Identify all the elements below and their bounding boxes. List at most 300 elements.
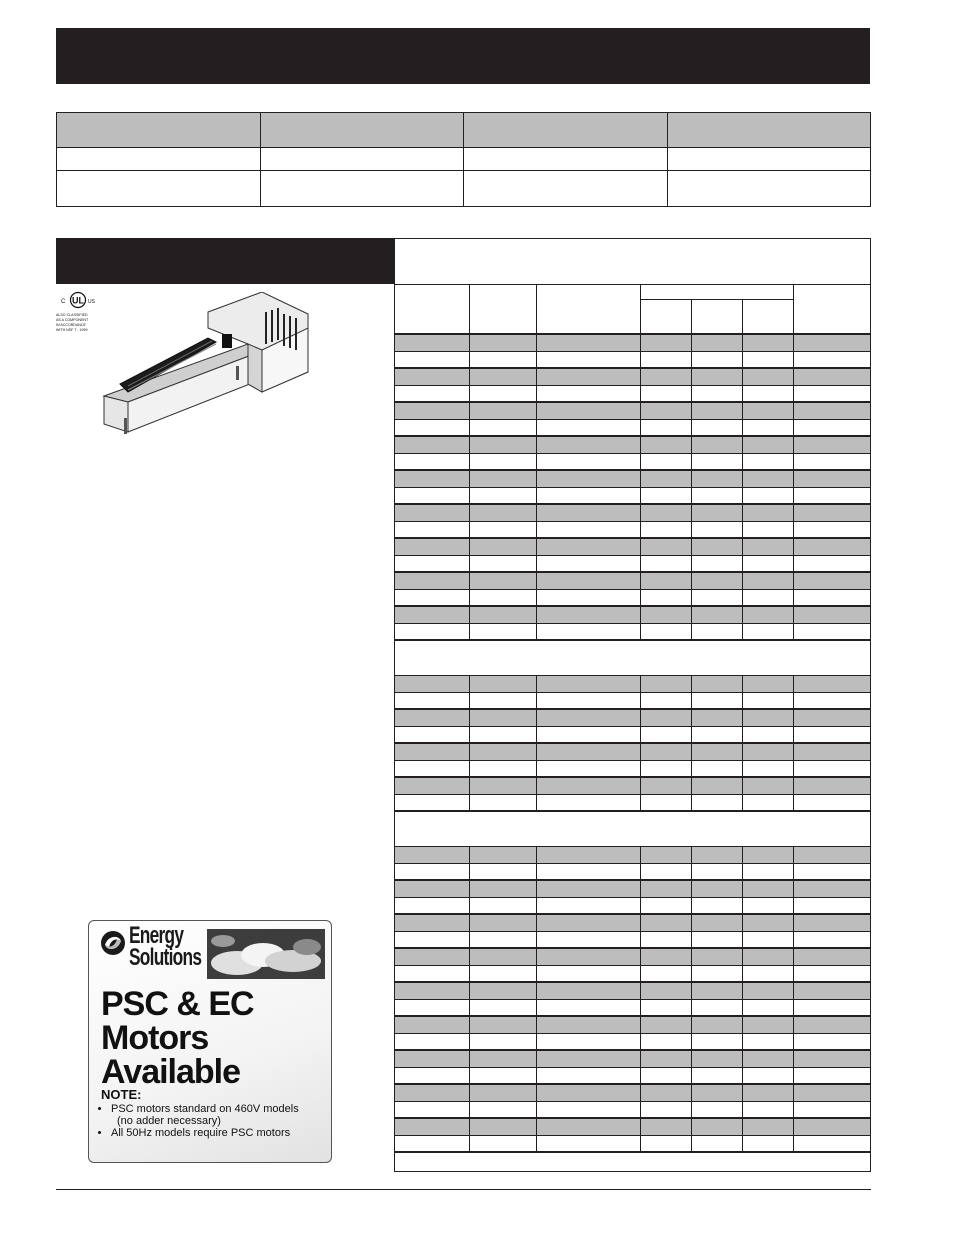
spec-cell-divider: [793, 1102, 794, 1117]
spec-cell-divider: [640, 369, 641, 385]
spec-cell-divider: [536, 573, 537, 589]
spec-cell-divider: [691, 1000, 692, 1015]
spec-cell-divider: [536, 778, 537, 794]
spec-cell-divider: [793, 1000, 794, 1015]
spec-cell-divider: [469, 676, 470, 692]
spec-cell-divider: [469, 335, 470, 351]
spec-cell-divider: [469, 864, 470, 879]
spec-cell-divider: [640, 710, 641, 726]
spec-row: [395, 676, 870, 693]
spec-cell-divider: [536, 335, 537, 351]
spec-cell-divider: [536, 369, 537, 385]
spec-cell-divider: [742, 983, 743, 999]
spec-row: [395, 437, 870, 454]
spec-cell-divider: [742, 352, 743, 367]
spec-cell-divider: [691, 420, 692, 435]
spec-row: [395, 881, 870, 898]
spec-cell-divider: [640, 966, 641, 981]
spec-cell-divider: [793, 607, 794, 623]
spec-cell-divider: [742, 795, 743, 810]
spec-cell-divider: [469, 1034, 470, 1049]
badge-note-list: [101, 1103, 299, 1139]
spec-cell-divider: [742, 624, 743, 639]
spec-cell-divider: [793, 778, 794, 794]
spec-cell-divider: [691, 778, 692, 794]
spec-cell-divider: [640, 1000, 641, 1015]
spec-cell-divider: [691, 403, 692, 419]
spec-cell-divider: [742, 556, 743, 571]
spec-cell-divider: [536, 761, 537, 776]
summary-row: [57, 171, 871, 207]
spec-cell-divider: [793, 471, 794, 487]
spec-cell-divider: [793, 488, 794, 503]
spec-cell-divider: [536, 1119, 537, 1135]
spec-cell-divider: [793, 624, 794, 639]
summary-cell: [464, 171, 668, 207]
summary-cell: [260, 147, 464, 171]
spec-cell-divider: [469, 352, 470, 367]
spec-cell-divider: [536, 1068, 537, 1083]
spec-cell-divider: [469, 539, 470, 555]
badge-headline-line: Motors: [101, 1019, 209, 1057]
spec-cell-divider: [640, 1051, 641, 1067]
spec-cell-divider: [469, 693, 470, 708]
spec-row: [395, 488, 870, 505]
spec-cell-divider: [640, 1119, 641, 1135]
spec-row: [395, 898, 870, 915]
spec-row: [395, 847, 870, 864]
spec-cell-divider: [742, 1034, 743, 1049]
spec-cell-divider: [469, 437, 470, 453]
spec-cell-divider: [793, 522, 794, 537]
spec-cell-divider: [536, 471, 537, 487]
spec-cell-divider: [536, 676, 537, 692]
spec-cell-divider: [640, 352, 641, 367]
spec-cell-divider: [640, 403, 641, 419]
spec-cell-divider: [793, 898, 794, 913]
spec-cell-divider: [640, 949, 641, 965]
spec-cell-divider: [691, 454, 692, 469]
spec-cell-divider: [536, 727, 537, 742]
spec-row: [395, 1085, 870, 1102]
spec-cell-divider: [536, 898, 537, 913]
spec-row: [395, 966, 870, 983]
spec-row: [395, 454, 870, 471]
spec-cell-divider: [793, 437, 794, 453]
spec-cell-divider: [640, 335, 641, 351]
spec-cell-divider: [536, 1102, 537, 1117]
col-divider: [742, 300, 743, 333]
spec-row: [395, 420, 870, 437]
spec-cell-divider: [742, 1000, 743, 1015]
spec-cell-divider: [640, 864, 641, 879]
spec-cell-divider: [691, 573, 692, 589]
spec-cell-divider: [793, 1068, 794, 1083]
spec-row: [395, 761, 870, 778]
page-title-bar: [56, 28, 870, 84]
spec-cell-divider: [793, 710, 794, 726]
spec-table-body: [395, 335, 870, 1153]
spec-cell-divider: [469, 505, 470, 521]
spec-row: [395, 1051, 870, 1068]
spec-cell-divider: [536, 1136, 537, 1151]
spec-cell-divider: [640, 693, 641, 708]
spec-cell-divider: [469, 949, 470, 965]
spec-cell-divider: [640, 915, 641, 931]
spec-row: [395, 573, 870, 590]
badge-headline: [101, 987, 254, 1089]
spec-cell-divider: [640, 761, 641, 776]
summary-header-cell: [57, 113, 261, 148]
spec-row: [395, 744, 870, 761]
spec-cell-divider: [536, 1000, 537, 1015]
spec-cell-divider: [469, 898, 470, 913]
spec-cell-divider: [640, 505, 641, 521]
spec-cell-divider: [469, 1136, 470, 1151]
col-divider: [640, 285, 641, 333]
spec-cell-divider: [793, 1034, 794, 1049]
spec-cell-divider: [793, 556, 794, 571]
summary-cell: [667, 147, 871, 171]
spec-cell-divider: [536, 607, 537, 623]
spec-cell-divider: [536, 966, 537, 981]
spec-cell-divider: [691, 386, 692, 401]
spec-cell-divider: [640, 898, 641, 913]
spec-row: [395, 539, 870, 556]
spec-cell-divider: [742, 420, 743, 435]
spec-cell-divider: [536, 710, 537, 726]
spec-cell-divider: [536, 437, 537, 453]
spec-group-caption: [395, 641, 870, 676]
spec-cell-divider: [742, 386, 743, 401]
spec-cell-divider: [536, 539, 537, 555]
spec-cell-divider: [536, 864, 537, 879]
ul-certification-logo: [56, 290, 102, 338]
spec-cell-divider: [469, 881, 470, 897]
spec-cell-divider: [469, 369, 470, 385]
spec-cell-divider: [536, 352, 537, 367]
spec-cell-divider: [793, 1119, 794, 1135]
spec-cell-divider: [793, 403, 794, 419]
spec-cell-divider: [793, 420, 794, 435]
spec-cell-divider: [536, 744, 537, 760]
spec-cell-divider: [469, 778, 470, 794]
spec-cell-divider: [469, 710, 470, 726]
spec-cell-divider: [640, 795, 641, 810]
spec-cell-divider: [640, 881, 641, 897]
spec-cell-divider: [469, 966, 470, 981]
spec-row: [395, 352, 870, 369]
spec-cell-divider: [691, 1034, 692, 1049]
spec-cell-divider: [793, 693, 794, 708]
spec-cell-divider: [469, 744, 470, 760]
spec-cell-divider: [536, 847, 537, 863]
spec-cell-divider: [742, 573, 743, 589]
badge-brand-line: Energy: [129, 922, 184, 949]
spec-cell-divider: [742, 881, 743, 897]
spec-cell-divider: [691, 624, 692, 639]
spec-row: [395, 1000, 870, 1017]
spec-cell-divider: [793, 1017, 794, 1033]
spec-cell-divider: [742, 369, 743, 385]
ul-fine-print-line: AS A COMPONENT: [56, 318, 89, 322]
spec-row: [395, 1068, 870, 1085]
spec-cell-divider: [793, 505, 794, 521]
spec-row: [395, 795, 870, 812]
spec-cell-divider: [742, 761, 743, 776]
spec-cell-divider: [793, 727, 794, 742]
spec-row: [395, 983, 870, 1000]
spec-cell-divider: [536, 420, 537, 435]
spec-cell-divider: [469, 915, 470, 931]
badge-note: [101, 1087, 299, 1139]
spec-cell-divider: [536, 386, 537, 401]
spec-cell-divider: [469, 1017, 470, 1033]
spec-row: [395, 403, 870, 420]
spec-cell-divider: [742, 949, 743, 965]
ul-fine-print-line: IN ACCORDANCE: [56, 323, 86, 327]
spec-cell-divider: [640, 932, 641, 947]
spec-cell-divider: [793, 539, 794, 555]
spec-cell-divider: [469, 556, 470, 571]
spec-cell-divider: [793, 932, 794, 947]
spec-cell-divider: [691, 522, 692, 537]
spec-row: [395, 624, 870, 641]
spec-cell-divider: [469, 1102, 470, 1117]
spec-cell-divider: [469, 386, 470, 401]
spec-cell-divider: [640, 727, 641, 742]
spec-cell-divider: [469, 573, 470, 589]
col-divider: [536, 285, 537, 333]
spec-cell-divider: [793, 983, 794, 999]
spec-cell-divider: [742, 966, 743, 981]
spec-row: [395, 1136, 870, 1153]
spec-cell-divider: [691, 488, 692, 503]
badge-brand: [129, 922, 202, 971]
spec-cell-divider: [640, 454, 641, 469]
badge-headline-line: Available: [101, 1053, 241, 1091]
spec-table-header: [395, 285, 870, 335]
spec-row: [395, 710, 870, 727]
spec-cell-divider: [793, 744, 794, 760]
spec-cell-divider: [469, 1119, 470, 1135]
spec-cell-divider: [793, 881, 794, 897]
spec-row: [395, 556, 870, 573]
spec-cell-divider: [640, 1034, 641, 1049]
spec-cell-divider: [469, 727, 470, 742]
spec-cell-divider: [793, 676, 794, 692]
spec-cell-divider: [691, 539, 692, 555]
spec-cell-divider: [742, 607, 743, 623]
ul-right-country: US: [88, 299, 95, 305]
spec-cell-divider: [640, 778, 641, 794]
spec-cell-divider: [742, 454, 743, 469]
spec-cell-divider: [742, 1051, 743, 1067]
spec-cell-divider: [640, 420, 641, 435]
spec-cell-divider: [536, 795, 537, 810]
spec-cell-divider: [691, 1102, 692, 1117]
spec-cell-divider: [536, 522, 537, 537]
spec-row: [395, 778, 870, 795]
spec-cell-divider: [691, 556, 692, 571]
ul-fine-print-line: ALSO CLASSIFIED: [56, 313, 88, 317]
evaporator-unit-image: [98, 292, 310, 440]
spec-cell-divider: [640, 1017, 641, 1033]
spec-cell-divider: [691, 881, 692, 897]
spec-cell-divider: [469, 590, 470, 605]
spec-cell-divider: [640, 590, 641, 605]
spec-cell-divider: [742, 864, 743, 879]
spec-cell-divider: [691, 335, 692, 351]
spec-cell-divider: [793, 949, 794, 965]
spec-cell-divider: [640, 573, 641, 589]
spec-cell-divider: [640, 624, 641, 639]
summary-row: [57, 147, 871, 171]
spec-cell-divider: [640, 676, 641, 692]
spec-cell-divider: [536, 949, 537, 965]
summary-cell: [57, 171, 261, 207]
spec-cell-divider: [536, 590, 537, 605]
spec-cell-divider: [469, 847, 470, 863]
spec-cell-divider: [691, 437, 692, 453]
spec-cell-divider: [793, 847, 794, 863]
spec-table: [394, 238, 871, 1172]
spec-cell-divider: [691, 710, 692, 726]
badge-note-item: • All 50Hz models require PSC motors: [111, 1127, 299, 1139]
spec-cell-divider: [691, 983, 692, 999]
spec-cell-divider: [793, 795, 794, 810]
spec-cell-divider: [640, 1068, 641, 1083]
spec-cell-divider: [742, 1119, 743, 1135]
spec-cell-divider: [742, 727, 743, 742]
spec-cell-divider: [640, 847, 641, 863]
spec-cell-divider: [742, 1136, 743, 1151]
spec-cell-divider: [536, 915, 537, 931]
spec-cell-divider: [691, 505, 692, 521]
spec-cell-divider: [691, 693, 692, 708]
spec-cell-divider: [640, 539, 641, 555]
spec-cell-divider: [742, 488, 743, 503]
energy-solutions-badge: [88, 920, 332, 1163]
spec-cell-divider: [469, 454, 470, 469]
spec-cell-divider: [640, 744, 641, 760]
spec-cell-divider: [640, 1085, 641, 1101]
spec-cell-divider: [742, 1102, 743, 1117]
spec-cell-divider: [742, 437, 743, 453]
spec-cell-divider: [742, 403, 743, 419]
spec-cell-divider: [793, 1136, 794, 1151]
spec-cell-divider: [536, 488, 537, 503]
spec-cell-divider: [691, 1051, 692, 1067]
spec-cell-divider: [469, 420, 470, 435]
badge-note-heading: NOTE:: [101, 1087, 142, 1102]
spec-cell-divider: [536, 624, 537, 639]
spec-cell-divider: [691, 795, 692, 810]
spec-cell-divider: [691, 1085, 692, 1101]
spec-cell-divider: [742, 847, 743, 863]
spec-cell-divider: [742, 1068, 743, 1083]
ul-fine-print-line: WITH NSF 7 - 1999: [56, 328, 88, 332]
spec-row: [395, 864, 870, 881]
spec-cell-divider: [691, 898, 692, 913]
spec-cell-divider: [742, 932, 743, 947]
spec-cell-divider: [691, 590, 692, 605]
spec-row: [395, 607, 870, 624]
spec-cell-divider: [469, 1000, 470, 1015]
spec-cell-divider: [691, 847, 692, 863]
ul-mark: UL: [72, 295, 84, 306]
spec-row: [395, 590, 870, 607]
spec-cell-divider: [640, 386, 641, 401]
spec-table-caption: [395, 239, 870, 285]
spec-group-caption: [395, 812, 870, 847]
col-divider: [691, 300, 692, 333]
spec-cell-divider: [640, 471, 641, 487]
spec-cell-divider: [536, 1034, 537, 1049]
spec-cell-divider: [640, 488, 641, 503]
summary-header-cell: [464, 113, 668, 148]
spec-cell-divider: [742, 915, 743, 931]
spec-cell-divider: [793, 915, 794, 931]
spec-row: [395, 1034, 870, 1051]
spec-cell-divider: [742, 1017, 743, 1033]
spec-cell-divider: [742, 898, 743, 913]
summary-header-cell: [260, 113, 464, 148]
spec-cell-divider: [793, 454, 794, 469]
spec-cell-divider: [742, 1085, 743, 1101]
spec-cell-divider: [469, 488, 470, 503]
spec-cell-divider: [793, 864, 794, 879]
spec-row: [395, 369, 870, 386]
spec-cell-divider: [536, 505, 537, 521]
spec-cell-divider: [691, 369, 692, 385]
spec-row: [395, 932, 870, 949]
spec-cell-divider: [691, 932, 692, 947]
spec-cell-divider: [793, 573, 794, 589]
spec-row: [395, 1119, 870, 1136]
spec-cell-divider: [469, 932, 470, 947]
spec-cell-divider: [691, 1017, 692, 1033]
spec-cell-divider: [469, 403, 470, 419]
spec-cell-divider: [793, 369, 794, 385]
col-divider: [793, 285, 794, 333]
spec-cell-divider: [536, 1085, 537, 1101]
spec-cell-divider: [793, 335, 794, 351]
spec-cell-divider: [640, 437, 641, 453]
spec-cell-divider: [742, 471, 743, 487]
badge-headline-line: PSC & EC: [101, 985, 254, 1023]
spec-cell-divider: [691, 1119, 692, 1135]
spec-cell-divider: [742, 744, 743, 760]
spec-cell-divider: [691, 352, 692, 367]
spec-row: [395, 386, 870, 403]
spec-row: [395, 522, 870, 539]
spec-cell-divider: [640, 607, 641, 623]
spec-row: [395, 335, 870, 352]
spec-cell-divider: [742, 778, 743, 794]
spec-cell-divider: [691, 1136, 692, 1151]
footer-rule: [56, 1189, 871, 1190]
spec-cell-divider: [536, 1017, 537, 1033]
spec-cell-divider: [469, 624, 470, 639]
col-divider: [469, 285, 470, 333]
spec-row: [395, 471, 870, 488]
spec-cell-divider: [469, 471, 470, 487]
spec-cell-divider: [691, 949, 692, 965]
spec-cell-divider: [691, 966, 692, 981]
spec-cell-divider: [469, 761, 470, 776]
spec-cell-divider: [691, 761, 692, 776]
